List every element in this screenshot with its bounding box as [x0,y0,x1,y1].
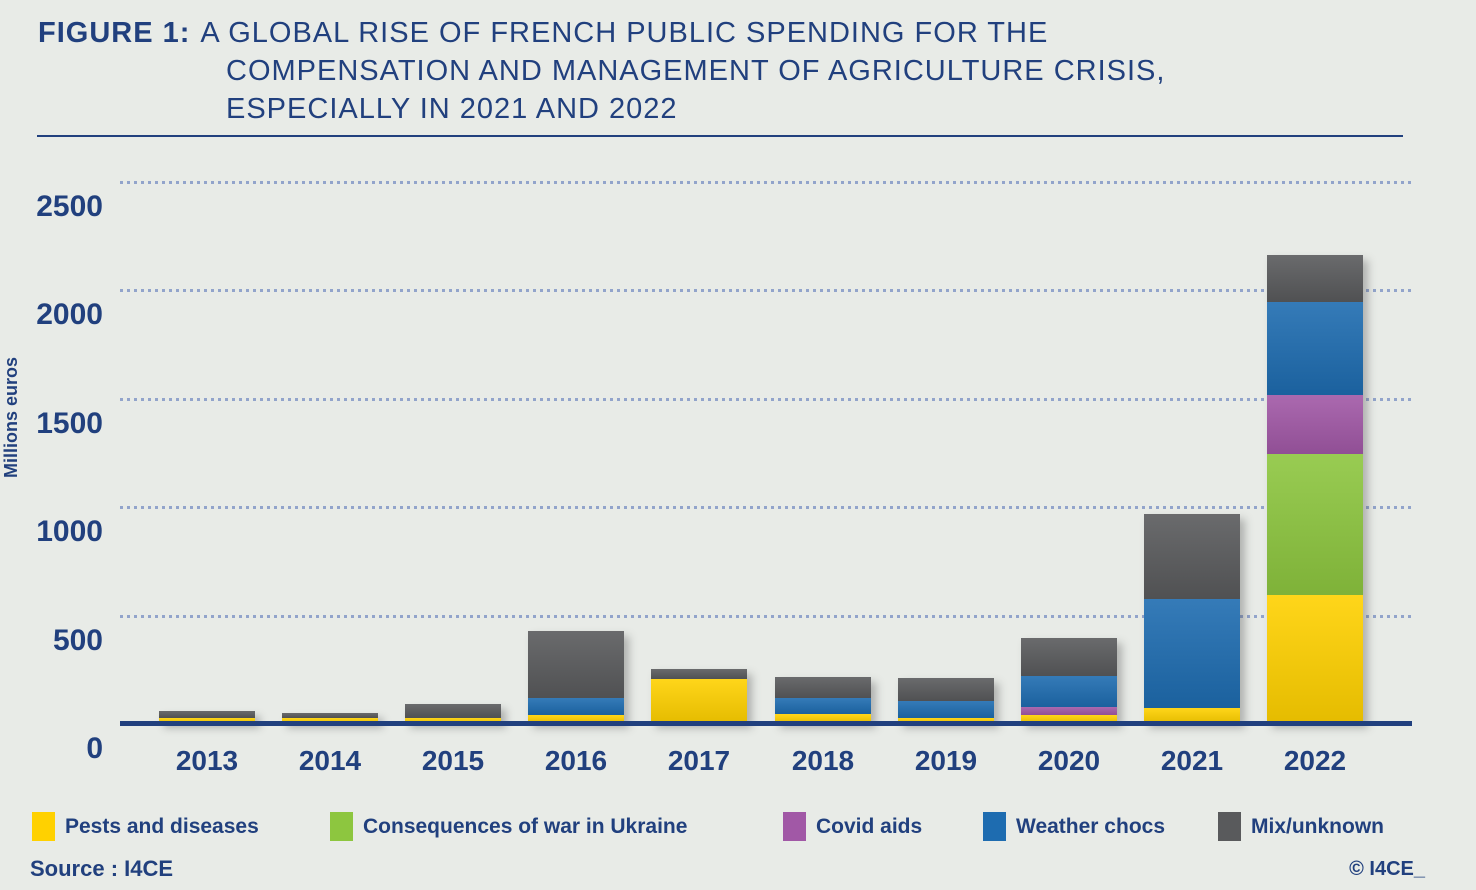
legend-item-covid-aids [783,812,922,841]
bar-2019 [898,678,994,723]
segment-2021-mix-unknown [1144,514,1240,599]
legend-item-consequences-of-war-in-ukraine [330,812,687,841]
legend-swatch-icon [1218,812,1241,841]
segment-2016-weather-chocs [528,698,624,715]
x-tick-label-2018: 2018 [791,745,855,776]
x-tick-label-2021: 2021 [1160,745,1224,776]
segment-2017-mix-unknown [651,669,747,679]
segment-2013-mix-unknown [159,711,255,718]
segment-2020-weather-chocs [1021,676,1117,707]
legend-label: Weather chocs [1016,815,1165,838]
x-tick-label-2022: 2022 [1283,745,1347,776]
x-tick-label-2019: 2019 [914,745,978,776]
x-tick-label-2013: 2013 [175,745,239,776]
legend-label: Pests and diseases [65,815,259,838]
y-tick-label-1500: 1500 [36,407,103,440]
x-tick-label-2017: 2017 [667,745,731,776]
legend-item-pests-and-diseases [32,812,259,841]
segment-2015-mix-unknown [405,704,501,718]
x-tick-label-2015: 2015 [421,745,485,776]
source-credit: Source : I4CE [30,856,174,881]
segment-2017-pests-and-diseases [651,679,747,723]
gridline-2000 [120,289,1412,292]
segment-2022-consequences-of-war-in-ukraine [1267,454,1363,595]
gridline-2500 [120,181,1412,184]
bar-2016 [528,631,624,723]
bar-2017 [651,669,747,723]
x-tick-label-2020: 2020 [1037,745,1101,776]
y-tick-label-2500: 2500 [36,190,103,223]
segment-2019-mix-unknown [898,678,994,701]
segment-2019-weather-chocs [898,701,994,718]
segment-2018-weather-chocs [775,698,871,714]
copyright-credit: © I4CE_ [1349,858,1425,880]
legend-item-weather-chocs [983,812,1165,841]
y-axis-title: Millions euros [1,356,21,478]
title-line-3: ESPECIALLY IN 2021 AND 2022 [226,93,678,125]
segment-2022-weather-chocs [1267,302,1363,395]
bar-2022 [1267,255,1363,723]
legend-label: Mix/unknown [1251,815,1384,838]
bar-2021 [1144,514,1240,723]
y-tick-label-500: 500 [52,624,103,657]
title-line-1 [38,14,1048,52]
segment-2020-mix-unknown [1021,638,1117,676]
y-tick-label-0: 0 [86,732,103,765]
bar-2020 [1021,638,1117,723]
y-tick-label-1000: 1000 [36,515,103,548]
legend-label: Consequences of war in Ukraine [363,815,688,838]
segment-2022-covid-aids [1267,395,1363,454]
segment-2016-mix-unknown [528,631,624,698]
title-text-1: A GLOBAL RISE OF FRENCH PUBLIC SPENDING FOR THE [200,17,1049,49]
segment-2020-covid-aids [1021,707,1117,715]
legend-swatch-icon [330,812,353,841]
bar-2018 [775,677,871,723]
gridline-1000 [120,506,1412,509]
legend-item-mix-unknown [1218,812,1384,841]
segment-2018-mix-unknown [775,677,871,698]
stacked-bar-chart [0,130,1476,790]
x-tick-label-2016: 2016 [544,745,608,776]
legend-swatch-icon [32,812,55,841]
title-line-2: COMPENSATION AND MANAGEMENT OF AGRICULTURE CRISIS, [226,55,1166,87]
legend-swatch-icon [983,812,1006,841]
figure-number-label: FIGURE 1: [38,17,191,49]
segment-2021-weather-chocs [1144,599,1240,708]
legend-swatch-icon [783,812,806,841]
segment-2022-mix-unknown [1267,255,1363,302]
x-axis-line [120,721,1412,726]
x-tick-label-2014: 2014 [298,745,362,776]
segment-2022-pests-and-diseases [1267,595,1363,723]
y-tick-label-2000: 2000 [36,298,103,331]
legend-label: Covid aids [816,815,923,838]
gridline-1500 [120,398,1412,401]
